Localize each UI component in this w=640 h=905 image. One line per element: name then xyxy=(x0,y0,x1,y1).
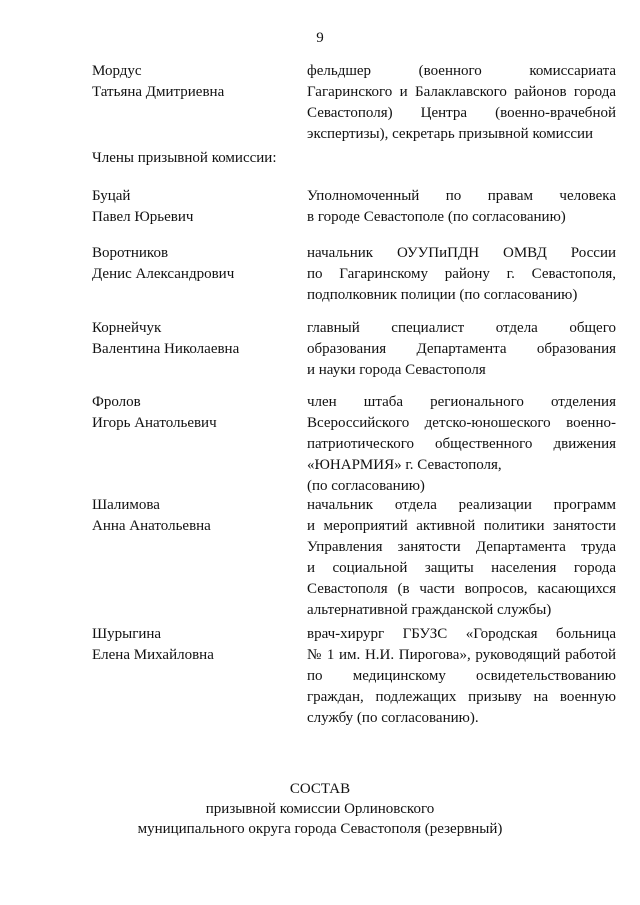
role-line: (по согласованию) xyxy=(307,478,425,494)
role-line: «ЮНАРМИЯ» г. Севастополя, xyxy=(307,457,502,473)
first-patronymic: Татьяна Дмитриевна xyxy=(92,84,225,100)
title-subline: муниципального округа города Севастополя (резервный) xyxy=(137,821,503,837)
surname: Шалимова xyxy=(92,497,160,513)
role-line: № 1 им. Н.И. Пирогова», руководящий работой xyxy=(307,647,616,663)
person-role xyxy=(307,61,616,145)
person-role xyxy=(307,318,616,381)
first-patronymic: Павел Юрьевич xyxy=(92,209,194,225)
role-line: главный специалист отдела общего xyxy=(307,320,616,336)
person-name xyxy=(92,495,292,537)
role-line: начальник ОУУПиПДН ОМВД России xyxy=(307,245,616,261)
role-line: фельдшер (военного комиссариата xyxy=(307,63,616,79)
role-line: в городе Севастополе (по согласованию) xyxy=(307,209,566,225)
title-subline: призывной комиссии Орлиновского xyxy=(205,801,435,817)
composition-title xyxy=(0,779,640,839)
person-role xyxy=(307,624,616,729)
surname: Фролов xyxy=(92,394,141,410)
role-line: Гагаринского и Балаклавского районов города xyxy=(307,84,616,100)
role-line: член штаба регионального отделения xyxy=(307,394,616,410)
members-heading: Члены призывной комиссии: xyxy=(92,150,277,166)
person-name xyxy=(92,624,292,666)
role-line: Всероссийского детско-юношеского военно- xyxy=(307,415,616,431)
person-role xyxy=(307,243,616,306)
person-name xyxy=(92,61,292,103)
surname: Мордус xyxy=(92,63,142,79)
title-heading: СОСТАВ xyxy=(289,781,351,797)
surname: Корнейчук xyxy=(92,320,162,336)
first-patronymic: Валентина Николаевна xyxy=(92,341,240,357)
surname: Воротников xyxy=(92,245,169,261)
role-line: образования Департамента образования xyxy=(307,341,616,357)
surname: Буцай xyxy=(92,188,131,204)
role-line: по медицинскому освидетельствованию xyxy=(307,668,616,684)
role-line: Севастополя) Центра (военно-врачебной xyxy=(307,105,616,121)
role-line: альтернативной гражданской службы) xyxy=(307,602,552,618)
first-patronymic: Анна Анатольевна xyxy=(92,518,211,534)
role-line: начальник отдела реализации программ xyxy=(307,497,616,513)
role-line: службу (по согласованию). xyxy=(307,710,479,726)
person-name xyxy=(92,392,292,434)
person-role xyxy=(307,186,616,228)
role-line: по Гагаринскому району г. Севастополя, xyxy=(307,266,616,282)
surname: Шурыгина xyxy=(92,626,162,642)
person-role xyxy=(307,495,616,621)
role-line: и социальной защиты населения города xyxy=(307,560,616,576)
role-line: Севастополя (в части вопросов, касающихся xyxy=(307,581,616,597)
page-number: 9 xyxy=(316,30,324,46)
first-patronymic: Денис Александрович xyxy=(92,266,235,282)
role-line: экспертизы), секретарь призывной комиссии xyxy=(307,126,594,142)
role-line: Уполномоченный по правам человека xyxy=(307,188,616,204)
role-line: граждан, подлежащих призыву на военную xyxy=(307,689,616,705)
person-name xyxy=(92,318,292,360)
role-line: патриотического общественного движения xyxy=(307,436,616,452)
person-role xyxy=(307,392,616,497)
role-line: Управления занятости Департамента труда xyxy=(307,539,616,555)
role-line: и науки города Севастополя xyxy=(307,362,486,378)
role-line: врач-хирург ГБУЗС «Городская больница xyxy=(307,626,616,642)
role-line: подполковник полиции (по согласованию) xyxy=(307,287,578,303)
role-line: и мероприятий активной политики занятости xyxy=(307,518,616,534)
first-patronymic: Игорь Анатольевич xyxy=(92,415,217,431)
person-name xyxy=(92,243,292,285)
first-patronymic: Елена Михайловна xyxy=(92,647,214,663)
person-name xyxy=(92,186,292,228)
